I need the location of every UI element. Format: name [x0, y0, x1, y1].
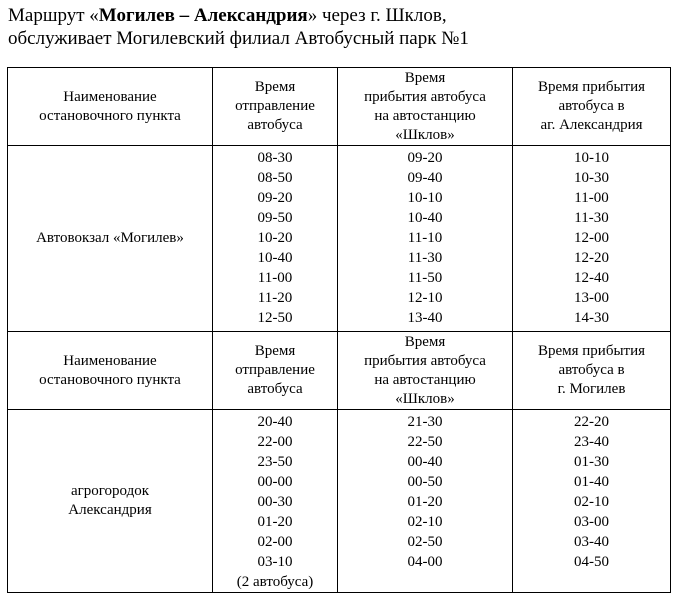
- cell-line: 10-10: [407, 190, 443, 206]
- title-line-2: обслуживает Могилевский филиал Автобусный парк №1: [8, 28, 469, 49]
- cell-line: «Шклов»: [395, 126, 455, 143]
- cell-line: 01-20: [257, 514, 293, 530]
- schedule-table: [7, 67, 671, 593]
- cell-line: прибытия автобуса: [364, 88, 486, 105]
- cell-line: 02-10: [574, 494, 609, 510]
- cell-line: автобуса: [247, 381, 303, 397]
- header-row-2: [8, 332, 671, 410]
- cell-line: 22-20: [574, 414, 609, 430]
- cell-line: агрогородок: [70, 483, 150, 499]
- stop-name-aleksandria: [8, 410, 213, 593]
- arrival-destination-times-2: [513, 410, 671, 593]
- cell-line: 20-40: [257, 414, 293, 430]
- cell-line: 21-30: [407, 414, 443, 430]
- cell-line: 08-30: [257, 150, 293, 166]
- cell-line: 10-40: [257, 250, 293, 266]
- arrival-destination-times-1: [513, 146, 671, 332]
- departure-times-1: [213, 146, 338, 332]
- cell-line: 00-40: [407, 454, 443, 470]
- header-stop: [8, 68, 213, 146]
- cell-line: отправление: [235, 98, 315, 114]
- cell-line: Наименование: [63, 352, 157, 369]
- cell-line: Наименование: [63, 88, 157, 105]
- header-departure-2: [213, 332, 338, 410]
- cell-line: 11-30: [574, 210, 609, 226]
- cell-line: 23-40: [574, 434, 609, 450]
- cell-line: 00-30: [257, 494, 293, 510]
- cell-line: 03-10: [257, 554, 293, 570]
- cell-line: отправление: [235, 362, 315, 378]
- arrival-station-times-2: [338, 410, 513, 593]
- cell-line: 10-20: [257, 230, 293, 246]
- cell-line: остановочного пункта: [39, 371, 181, 388]
- cell-line: 12-40: [574, 270, 609, 286]
- cell-line: на автостанцию: [374, 107, 476, 124]
- cell-line: 01-40: [574, 474, 609, 490]
- cell-line: 01-20: [407, 494, 443, 510]
- cell-line: 22-50: [407, 434, 443, 450]
- cell-line: 11-50: [407, 270, 443, 286]
- cell-line: 09-50: [257, 210, 293, 226]
- cell-line: 02-10: [407, 514, 443, 530]
- route-name: Могилев – Александрия: [98, 5, 308, 26]
- times-row-2: [8, 410, 671, 593]
- cell-line: (2 автобуса): [236, 574, 314, 590]
- cell-line: 03-40: [574, 534, 609, 550]
- header-arrival-destination-2: [513, 332, 671, 410]
- cell-line: 11-30: [407, 250, 443, 266]
- cell-line: 09-20: [407, 150, 443, 166]
- header-arrival-station: [338, 68, 513, 146]
- cell-line: 13-40: [407, 310, 443, 326]
- cell-line: 12-10: [407, 290, 443, 306]
- cell-line: 11-00: [257, 270, 293, 286]
- cell-line: 11-00: [574, 190, 609, 206]
- cell-line: Время: [404, 333, 446, 350]
- cell-line: Время: [254, 343, 296, 359]
- cell-line: 22-00: [257, 434, 293, 450]
- cell-line: Время: [404, 69, 446, 86]
- cell-line: 12-50: [257, 310, 293, 326]
- arrival-station-times-1: [338, 146, 513, 332]
- cell-line: автобуса в: [558, 362, 625, 378]
- cell-line: Автовокзал «Могилев»: [36, 230, 184, 246]
- cell-line: 00-50: [407, 474, 443, 490]
- cell-line: Время: [254, 79, 296, 95]
- cell-line: 13-00: [574, 290, 609, 306]
- cell-line: 10-10: [574, 150, 609, 166]
- header-arrival-destination: [513, 68, 671, 146]
- departure-times-2: [213, 410, 338, 593]
- cell-line: 09-40: [407, 170, 443, 186]
- cell-line: «Шклов»: [395, 390, 455, 407]
- cell-line: Время прибытия: [537, 343, 646, 359]
- header-departure: [213, 68, 338, 146]
- cell-line: на автостанцию: [374, 371, 476, 388]
- cell-line: 04-50: [574, 554, 609, 570]
- cell-line: 11-10: [407, 230, 443, 246]
- cell-line: 12-00: [574, 230, 609, 246]
- cell-line: 03-00: [574, 514, 609, 530]
- cell-line: автобуса: [247, 117, 303, 133]
- cell-line: 04-00: [407, 554, 443, 570]
- cell-line: 02-50: [407, 534, 443, 550]
- document-title: [8, 4, 469, 50]
- cell-line: 23-50: [257, 454, 293, 470]
- cell-line: 10-40: [407, 210, 443, 226]
- cell-line: г. Могилев: [557, 381, 626, 397]
- cell-line: остановочного пункта: [39, 107, 181, 124]
- cell-line: прибытия автобуса: [364, 352, 486, 369]
- cell-line: Александрия: [68, 502, 152, 518]
- cell-line: 12-20: [574, 250, 609, 266]
- cell-line: 14-30: [574, 310, 609, 326]
- cell-line: 02-00: [257, 534, 293, 550]
- cell-line: 11-20: [257, 290, 293, 306]
- header-row-1: [8, 68, 671, 146]
- cell-line: 08-50: [257, 170, 293, 186]
- header-stop-2: [8, 332, 213, 410]
- cell-line: Время прибытия: [537, 79, 646, 95]
- cell-line: 01-30: [574, 454, 609, 470]
- cell-line: 00-00: [257, 474, 293, 490]
- cell-line: 10-30: [574, 170, 609, 186]
- title-line-1: Маршрут «Могилев – Александрия» через г. Шклов,: [8, 5, 447, 26]
- stop-name-mogilev: [8, 146, 213, 332]
- times-row-1: [8, 146, 671, 332]
- cell-line: 09-20: [257, 190, 293, 206]
- header-arrival-station-2: [338, 332, 513, 410]
- cell-line: аг. Александрия: [540, 117, 643, 133]
- cell-line: автобуса в: [558, 98, 625, 114]
